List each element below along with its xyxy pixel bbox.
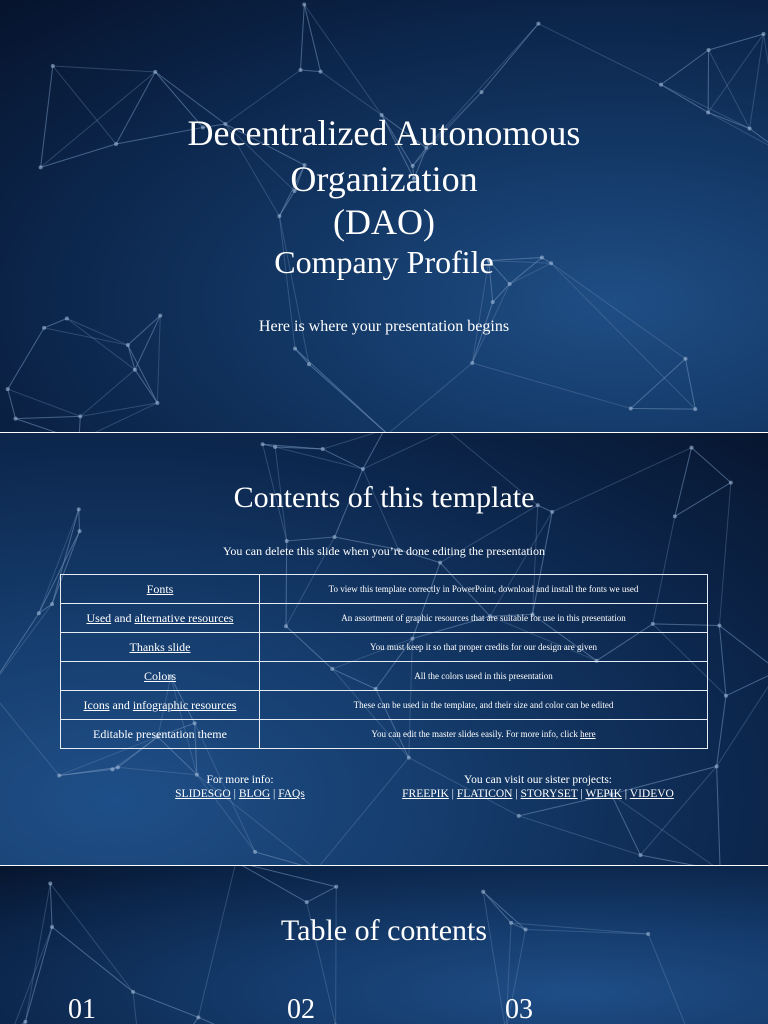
table-row <box>61 633 708 662</box>
separator: | <box>448 788 457 800</box>
resources-table <box>60 574 708 749</box>
separator: | <box>270 788 279 800</box>
used-resources-link[interactable]: Used <box>86 610 112 625</box>
editable-theme-label: Editable presentation theme <box>61 720 260 749</box>
contents-slide <box>0 433 768 865</box>
here-link[interactable]: here <box>580 729 596 739</box>
sister-projects-block <box>380 773 696 801</box>
row-description: These can be used in the template, and their size and color can be edited <box>260 691 708 720</box>
title-line-4: Company Profile <box>274 244 494 280</box>
table-of-contents-slide <box>0 866 768 1024</box>
and-text: and <box>109 697 133 712</box>
title-line-3: (DAO) <box>333 202 435 242</box>
separator: | <box>577 788 586 800</box>
table-row <box>61 604 708 633</box>
presentation-subtitle: Here is where your presentation begins <box>258 318 510 335</box>
presentation-title <box>0 110 768 282</box>
storyset-link[interactable]: STORYSET <box>520 788 578 800</box>
table-row <box>61 691 708 720</box>
and-text: and <box>111 610 135 625</box>
alternative-resources-link[interactable]: alternative resources <box>134 610 234 625</box>
faqs-link[interactable]: FAQs <box>278 788 305 800</box>
title-line-2: Organization <box>290 159 478 199</box>
row-description: You can edit the master slides easily. For more info, click <box>371 729 581 739</box>
icons-link[interactable]: Icons <box>83 697 110 712</box>
colors-link[interactable]: Colors <box>143 668 176 683</box>
more-info-label: For more info: <box>206 774 274 786</box>
slidesgo-link[interactable]: SLIDESGO <box>175 788 231 800</box>
section-number-3: 03 <box>505 994 533 1024</box>
flaticon-link[interactable]: FLATICON <box>456 788 513 800</box>
sister-projects-label: You can visit our sister projects: <box>463 774 612 786</box>
thanks-slide-link[interactable]: Thanks slide <box>129 639 191 654</box>
fonts-link[interactable]: Fonts <box>146 581 174 596</box>
row-description: You must keep it so that proper credits for our design are given <box>260 633 708 662</box>
separator: | <box>621 788 630 800</box>
wepik-link[interactable]: WEPIK <box>585 788 622 800</box>
title-slide <box>0 0 768 432</box>
more-info-block <box>140 773 340 801</box>
freepik-link[interactable]: FREEPIK <box>402 788 449 800</box>
blog-link[interactable]: BLOG <box>238 788 271 800</box>
separator: | <box>512 788 521 800</box>
row-description: To view this template correctly in PowerPoint, download and install the fonts we used <box>260 575 708 604</box>
slide-subtitle: You can delete this slide when you’re done editing the presentation <box>222 544 546 558</box>
table-row <box>61 662 708 691</box>
section-number-1: 01 <box>68 994 96 1024</box>
row-description: All the colors used in this presentation <box>260 662 708 691</box>
videvo-link[interactable]: VIDEVO <box>629 788 674 800</box>
infographic-resources-link[interactable]: infographic resources <box>132 697 237 712</box>
title-line-1: Decentralized Autonomous <box>187 113 581 153</box>
slide-title: Contents of this template <box>233 481 535 514</box>
slide-title: Table of contents <box>280 914 488 947</box>
section-number-2: 02 <box>287 994 315 1024</box>
table-row <box>61 720 708 749</box>
separator: | <box>230 788 239 800</box>
table-row <box>61 575 708 604</box>
row-description: An assortment of graphic resources that are suitable for use in this presentation <box>260 604 708 633</box>
